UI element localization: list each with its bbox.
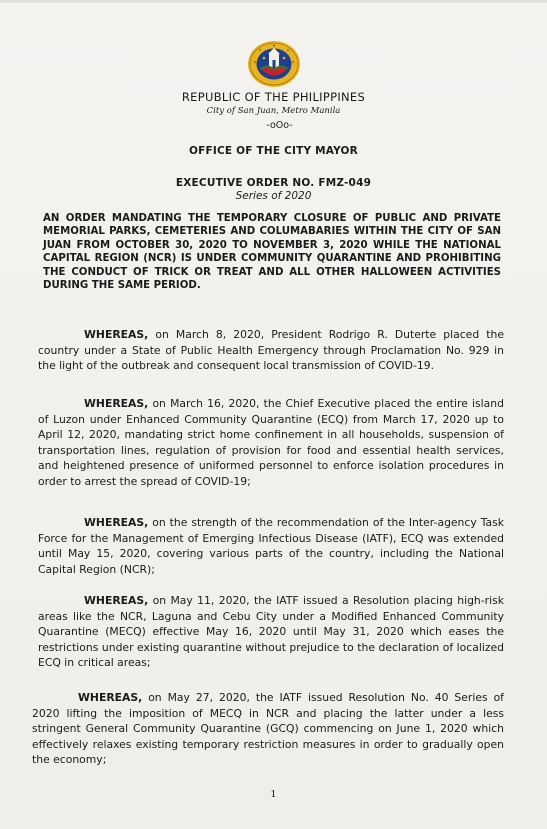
order-number: EXECUTIVE ORDER NO. FMZ-049 [175,177,372,189]
whereas-lead: WHEREAS, [84,397,149,410]
whereas-lead: WHEREAS, [84,516,149,529]
whereas-lead: WHEREAS, [84,594,149,607]
whereas-text: on March 8, 2020, President Rodrigo R. Duterte placed the country under a State of Public Health Emergency through Proclamation No. 929 in the light of the outbreak and consequent local transmission of COVID-19. [38,328,504,373]
order-title: AN ORDER MANDATING THE TEMPORARY CLOSURE OF PUBLIC AND PRIVATE MEMORIAL PARKS, CEMETERIES AND COLUMABARIES WITHIN THE CITY OF SAN JUAN FROM OCTOBER 30, 2020 TO NOVEMBER 3, 2020 WHILE THE NATIONAL CAPITAL REGION (NCR) IS UNDER COMMUNITY QUARANTINE AND PROHIBITING THE CONDUCT OF TRICK OR TREAT AND ALL OTHER HALLOWEEN ACTIVITIES DURING THE SAME PERIOD. [43,213,501,292]
whereas-clause-5 [32,690,504,768]
whereas-text: on the strength of the recommendation of the Inter-agency Task Force for the Management of Emerging Infectious Disease (IATF), ECQ was extended until May 15, 2020, covering various parts of the country, including the National Capital Region (NCR); [38,516,504,576]
whereas-clause-3 [38,515,504,577]
city-subheading: City of San Juan, Metro Manila [206,106,341,116]
separator-mark: -oOo- [266,120,293,131]
whereas-text: on March 16, 2020, the Chief Executive placed the entire island of Luzon under Enhanced Community Quarantine (ECQ) from March 17, 2020 up to April 12, 2020, mandating strict home confinement in all households, suspension of transportation lines, regulation of provision for food and essential health services, and heightened presence of uniformed personnel to enforce isolation procedures in order to arrest the spread of COVID-19; [38,397,504,488]
whereas-lead: WHEREAS, [78,691,143,704]
whereas-clause-4 [38,593,504,671]
office-heading: OFFICE OF THE CITY MAYOR [189,145,358,157]
whereas-clause-1 [38,327,504,374]
order-series: Series of 2020 [235,190,312,202]
top-edge [0,0,547,3]
city-seal-icon [247,40,301,88]
whereas-text: on May 11, 2020, the IATF issued a Resolution placing high-risk areas like the NCR, Laguna and Cebu City under a Modified Enhanced Community Quarantine (MECQ) effective May 16, 2020 until May 31, 2020 which eases the restrictions under existing quarantine without prejudice to the declaration of localized ECQ in critical areas; [38,594,504,670]
page-number: 1 [270,789,277,800]
whereas-text: on May 27, 2020, the IATF issued Resolution No. 40 Series of 2020 lifting the imposition of MECQ in NCR and placing the latter under a less stringent General Community Quarantine (GCQ) commencing on June 1, 2020 which effectively relaxes existing temporary restriction measures in order to gradually open the economy; [32,691,504,767]
whereas-lead: WHEREAS, [84,328,149,341]
country-heading: REPUBLIC OF THE PHILIPPINES [181,90,366,104]
whereas-clause-2 [38,396,504,490]
